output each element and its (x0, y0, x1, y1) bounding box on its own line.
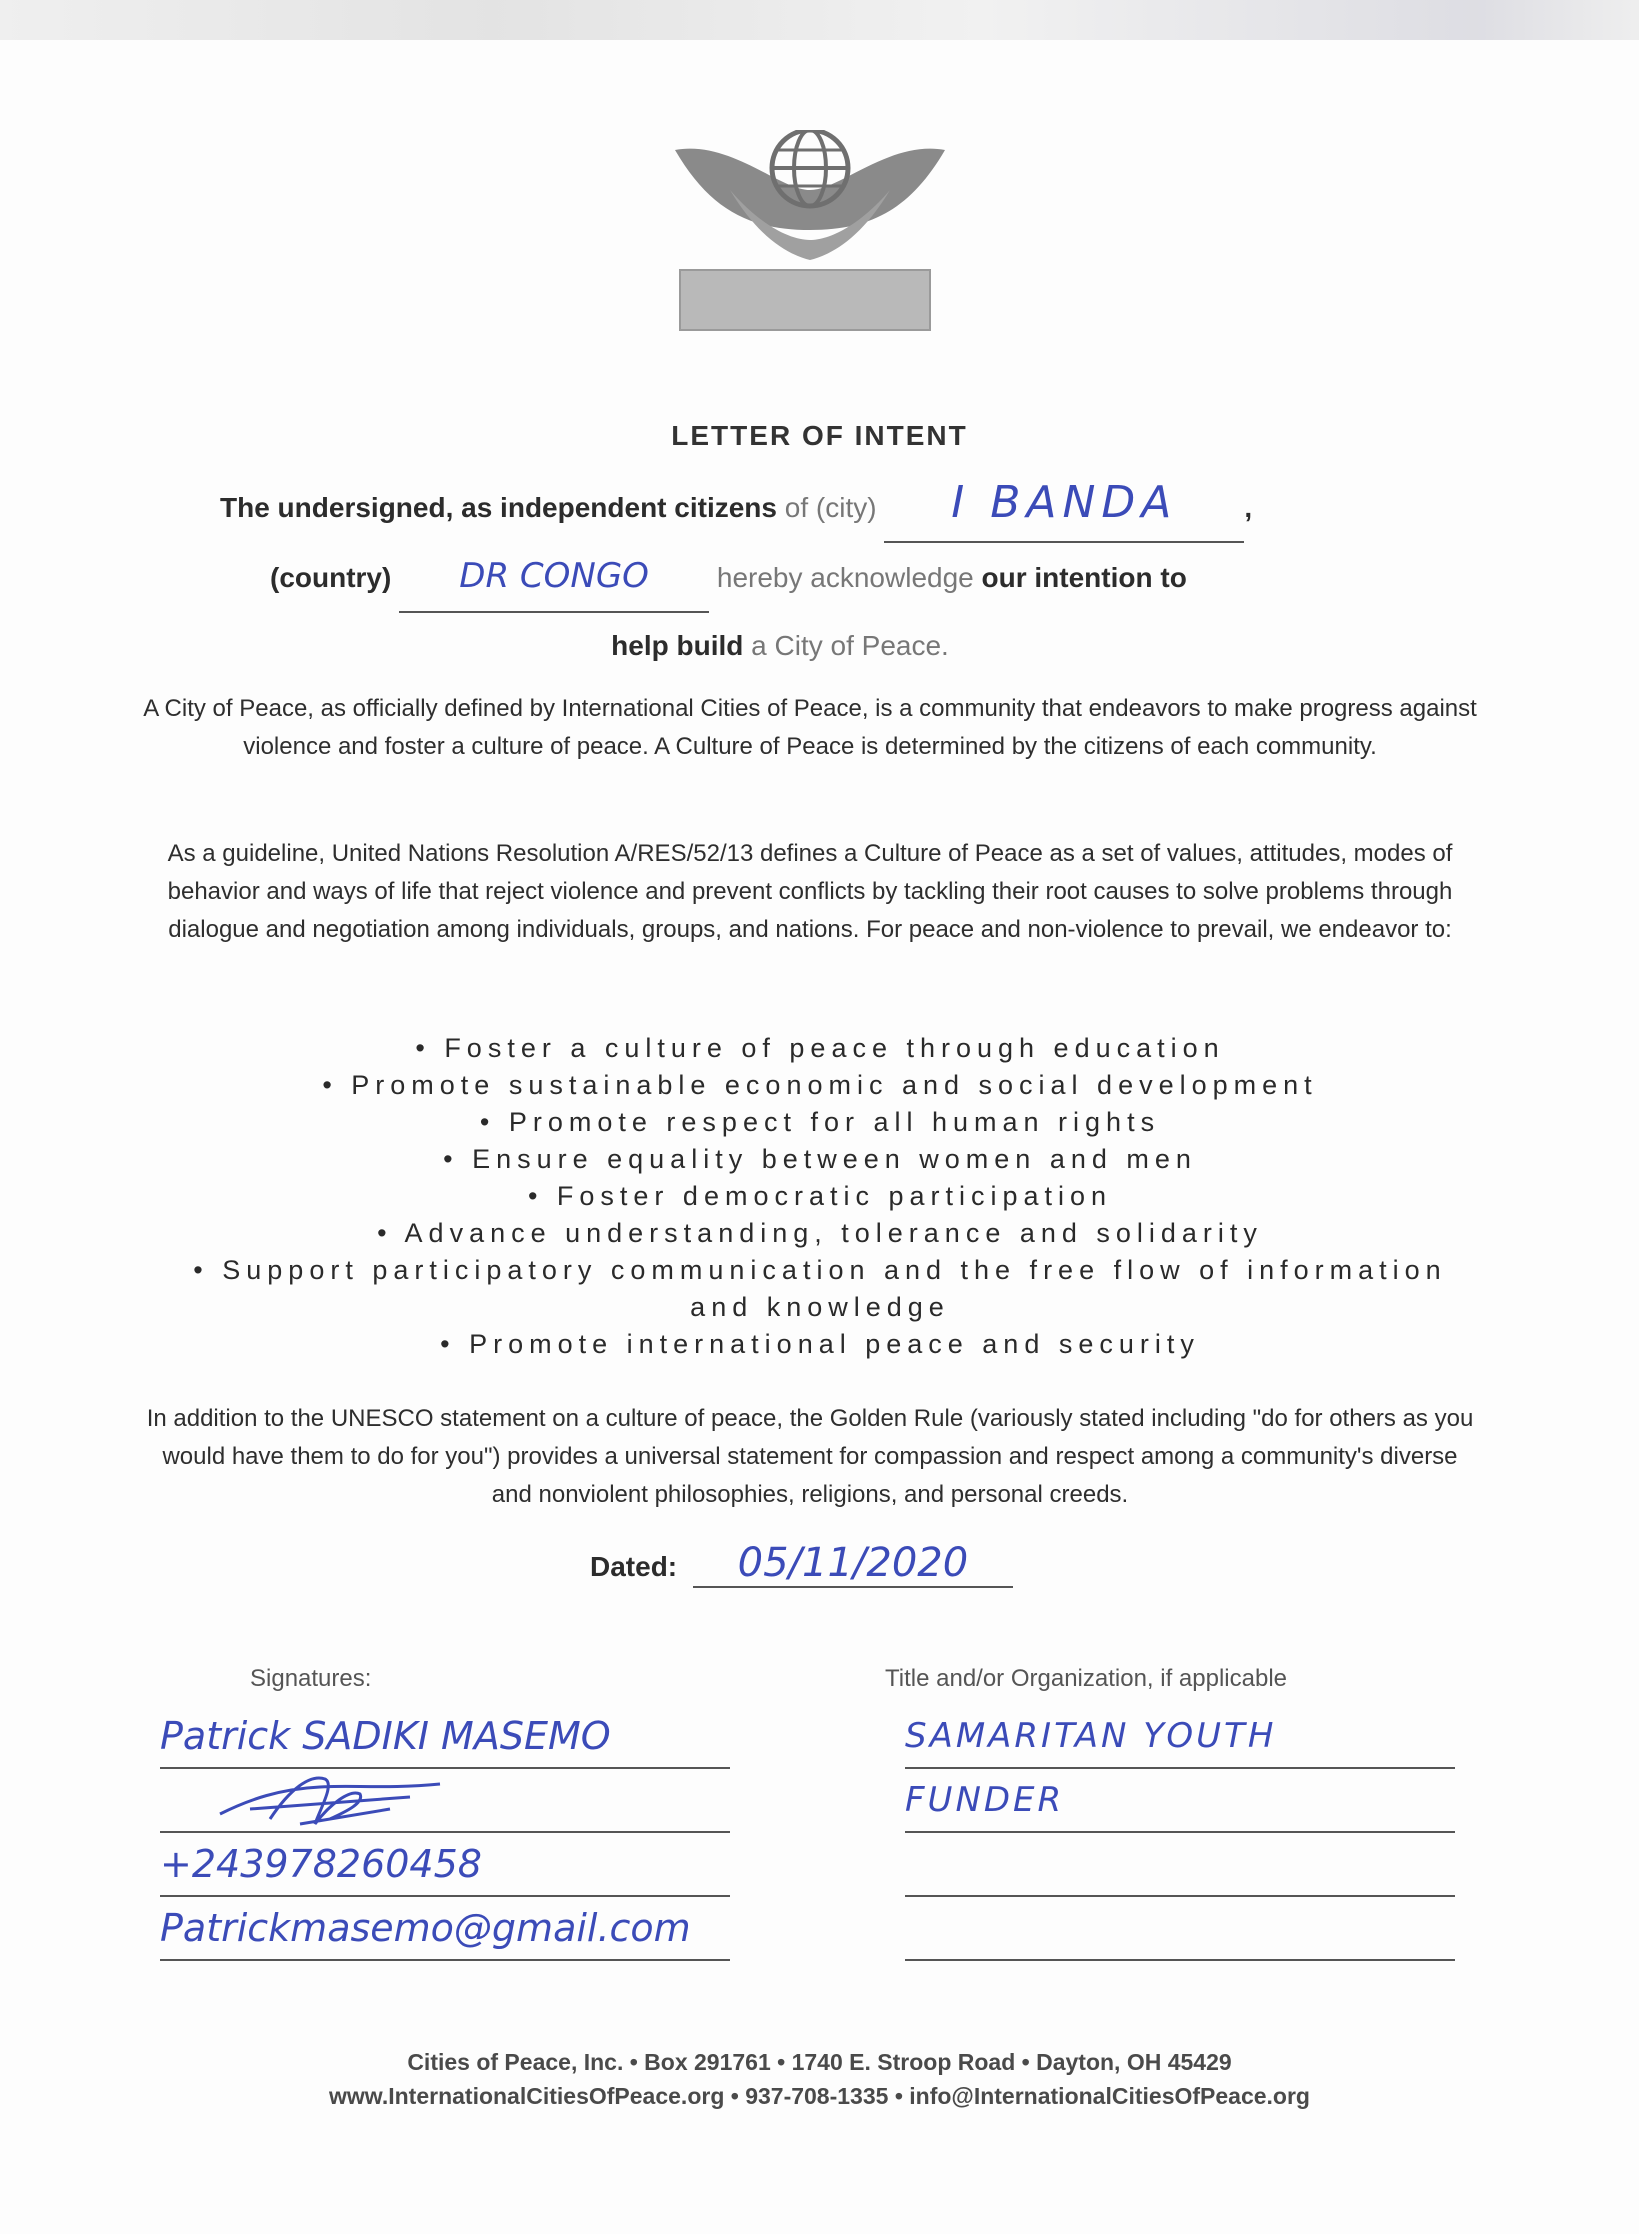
list-item: • Promote international peace and security (180, 1326, 1460, 1363)
organization-line[interactable] (905, 1897, 1455, 1961)
organization-column (905, 1705, 1455, 1961)
dated-row (590, 1540, 1013, 1588)
endeavor-list (180, 1030, 1460, 1363)
signature-line[interactable] (160, 1897, 730, 1961)
signature-phone: +243978260458 (160, 1842, 482, 1886)
city-field[interactable] (884, 470, 1244, 543)
intro-line-2 (200, 543, 1440, 613)
signature-email: Patrickmasemo@gmail.com (160, 1906, 691, 1950)
intro-text-4: our intention to (981, 562, 1187, 593)
globe-dove-logo (670, 130, 950, 340)
intro-line-3 (200, 613, 1440, 679)
organization-line[interactable] (905, 1833, 1455, 1897)
signature-line[interactable] (160, 1705, 730, 1769)
list-item: • Advance understanding, tolerance and solidarity (180, 1215, 1460, 1252)
letter-title: LETTER OF INTENT (671, 420, 968, 451)
country-value: DR CONGO (459, 556, 649, 596)
signatures-label: Signatures: (250, 1665, 372, 1692)
definition-paragraph: A City of Peace, as officially defined by International Cities of Peace, is a community that endeavors to make progress against violence and foster a culture of peace. A Culture of Peace is determined by the citizens of each community. (143, 695, 1477, 760)
organization-line[interactable] (905, 1705, 1455, 1769)
signature-name: Patrick SADIKI MASEMO (160, 1714, 611, 1758)
list-item: • Promote respect for all human rights (180, 1104, 1460, 1141)
organization-line[interactable] (905, 1769, 1455, 1833)
signature-line[interactable] (160, 1769, 730, 1833)
guideline-paragraph: As a guideline, United Nations Resolution A/RES/52/13 defines a Culture of Peace as a set of values, attitudes, modes of behavior and ways of life that reject violence and prevent conflicts by tackling their root causes to solve problems through dialogue and negotiation among individuals, groups, and nations. For peace and non-violence to prevail, we endeavor to: (167, 840, 1453, 943)
scan-artifact (0, 0, 1639, 40)
country-label: (country) (270, 562, 392, 593)
list-item: • Support participatory communication and the free flow of information and knowledge (180, 1252, 1460, 1326)
organization-label: Title and/or Organization, if applicable (885, 1665, 1287, 1692)
signature-line[interactable] (160, 1833, 730, 1897)
organization-name: SAMARITAN YOUTH (905, 1716, 1277, 1756)
list-item: • Promote sustainable economic and social development (180, 1067, 1460, 1104)
country-field[interactable] (399, 543, 709, 613)
handwritten-signature (210, 1769, 470, 1831)
intro-line-1 (200, 470, 1440, 543)
list-item: • Ensure equality between women and men (180, 1141, 1460, 1178)
dated-field[interactable] (693, 1540, 1013, 1588)
golden-rule-paragraph: In addition to the UNESCO statement on a culture of peace, the Golden Rule (variously stated including "do for others as you would have them to do for you") provides a universal statement for compassion and respect among a community's diverse and nonviolent philosophies, religions, and personal creeds. (146, 1405, 1474, 1508)
intro-text-2: of (city) (784, 492, 877, 523)
footer-address: Cities of Peace, Inc. • Box 291761 • 1740 E. Stroop Road • Dayton, OH 45429 (407, 2049, 1232, 2075)
city-comma: , (1244, 492, 1253, 523)
footer-contact: www.InternationalCitiesOfPeace.org • 937-708-1335 • info@InternationalCitiesOfPeace.org (329, 2083, 1310, 2109)
intro-text-1: The undersigned, as independent citizens (220, 492, 777, 523)
list-item: • Foster democratic participation (180, 1178, 1460, 1215)
intro-text-5: help build (611, 630, 744, 661)
intro-text-6: a City of Peace. (751, 630, 949, 661)
signatures-column (160, 1705, 730, 1961)
intro-block (200, 470, 1440, 679)
city-value: I BANDA (951, 477, 1178, 528)
intro-text-3: hereby acknowledge (716, 562, 974, 593)
organization-title: FUNDER (905, 1780, 1065, 1820)
dated-value: 05/11/2020 (737, 1540, 969, 1586)
dated-label: Dated: (590, 1551, 678, 1582)
list-item: • Foster a culture of peace through education (180, 1030, 1460, 1067)
